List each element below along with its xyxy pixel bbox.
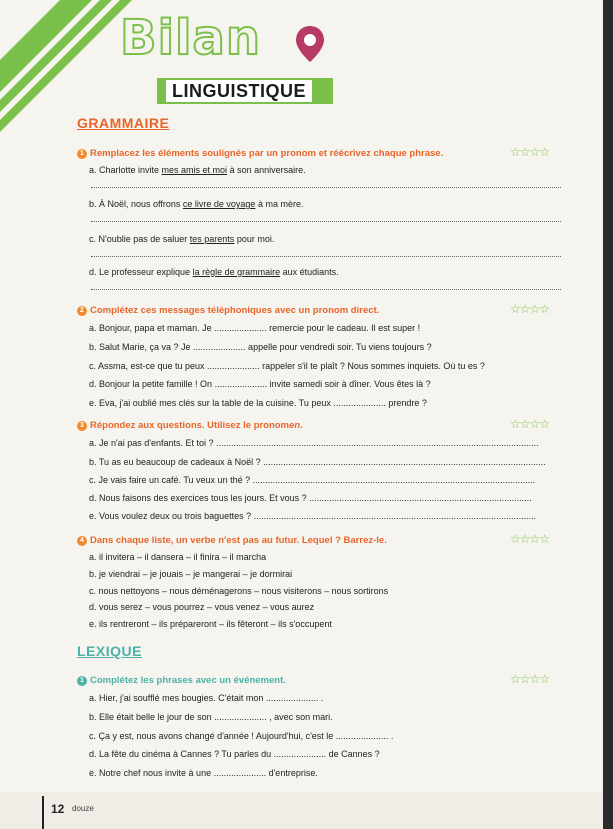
exercise-item: a. Hier, j'ai soufflé mes bougies. C'était mon ..................... .: [89, 693, 324, 703]
exercise-item: b. À Noël, nous offrons ce livre de voyage à ma mère.: [89, 199, 304, 209]
exercise-item: d. Nous faisons des exercices tous les jours. Et vous ? .........................................................................................: [89, 493, 532, 503]
rating-stars: ☆☆☆☆: [510, 417, 550, 431]
exercise-item: d. Le professeur explique la règle de grammaire aux étudiants.: [89, 267, 339, 277]
rating-stars: ☆☆☆☆: [510, 672, 550, 686]
lexique-exercise-1-instruction: 1 Complétez les phrases avec un événement.: [77, 675, 286, 686]
footer-divider: [42, 796, 44, 829]
rating-stars: ☆☆☆☆: [510, 302, 550, 316]
page-number-word: douze: [72, 804, 94, 813]
page-number: 12: [51, 802, 65, 816]
exercise-item: e. Notre chef nous invite à une ..................... d'entreprise.: [89, 768, 318, 778]
answer-line[interactable]: [91, 256, 561, 257]
exercise-item: b. Tu as eu beaucoup de cadeaux à Noël ? .................................................................................................................: [89, 457, 546, 467]
exercise-item: a. Charlotte invite mes amis et moi à son anniversaire.: [89, 165, 306, 175]
exercise-item: a. Bonjour, papa et maman. Je ..................... remercie pour le cadeau. Il est super !: [89, 323, 421, 333]
exercise-item: d. La fête du cinéma à Cannes ? Tu parles du ..................... de Cannes ?: [89, 749, 380, 759]
exercise-item: b. Salut Marie, ça va ? Je ..................... appelle pour vendredi soir. Tu viens toujours ?: [89, 342, 432, 352]
page-edge: [603, 0, 613, 829]
section-title-grammaire: GRAMMAIRE: [77, 115, 170, 131]
page-subtitle: LINGUISTIQUE: [166, 80, 312, 102]
section-title-lexique: LEXIQUE: [77, 643, 142, 659]
rating-stars: ☆☆☆☆: [510, 145, 550, 159]
exercise-item: a. Je n'ai pas d'enfants. Et toi ? .................................................................................................................................: [89, 438, 539, 448]
page-title: Bilan: [120, 10, 262, 66]
exercise-3-instruction: 3 Répondez aux questions. Utilisez le pronom en .: [77, 420, 303, 431]
exercise-4-instruction: 4 Dans chaque liste, un verbe n'est pas au futur. Lequel ? Barrez-le.: [77, 535, 387, 546]
exercise-item: e. Vous voulez deux ou trois baguettes ? .................................................................................................................: [89, 511, 537, 521]
exercise-item: b. je viendrai – je jouais – je mangerai – je dormirai: [89, 569, 293, 579]
exercise-item: d. vous serez – vous pourrez – vous venez – vous aurez: [89, 602, 315, 612]
exercise-number: 1: [77, 149, 87, 159]
exercise-item: c. Ça y est, nous avons changé d'année ! Aujourd'hui, c'est le ..................... .: [89, 731, 394, 741]
exercise-1-instruction: 1 Remplacez les éléments soulignés par un pronom et réécrivez chaque phrase.: [77, 148, 443, 159]
exercise-item: a. il invitera – il dansera – il finira – il marcha: [89, 552, 267, 562]
exercise-item: c. Je vais faire un café. Tu veux un thé ? .................................................................................................................: [89, 475, 536, 485]
rating-stars: ☆☆☆☆: [510, 532, 550, 546]
exercise-item: e. ils rentreront – ils prépareront – ils fêteront – ils s'occupent: [89, 619, 332, 629]
exercise-item: c. N'oublie pas de saluer tes parents pour moi.: [89, 234, 275, 244]
answer-line[interactable]: [91, 221, 561, 222]
exercise-2-instruction: 2 Complétez ces messages téléphoniques avec un pronom direct.: [77, 305, 379, 316]
answer-line[interactable]: [91, 187, 561, 188]
exercise-item: c. nous nettoyons – nous déménagerons – nous visiterons – nous sortirons: [89, 586, 389, 596]
exercise-item: e. Eva, j'ai oublié mes clés sur la table de la cuisine. Tu peux ..................... prendre ?: [89, 398, 427, 408]
exercise-item: d. Bonjour la petite famille ! On ..................... invite samedi soir à dîner. Vous êtes là ?: [89, 379, 431, 389]
location-pin-icon: [293, 24, 327, 64]
answer-line[interactable]: [91, 289, 561, 290]
exercise-item: c. Assma, est-ce que tu peux ..................... rappeler s'il te plaît ? Nous sommes inquiets. Où tu es ?: [89, 361, 485, 371]
exercise-item: b. Elle était belle le jour de son ..................... , avec son mari.: [89, 712, 333, 722]
